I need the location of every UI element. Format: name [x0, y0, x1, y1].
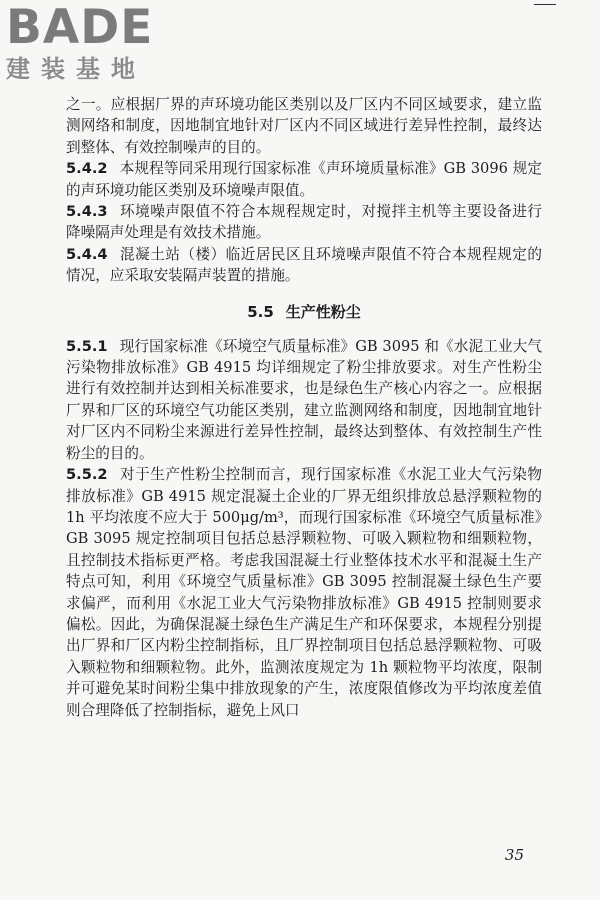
clause-text: 本规程等同采用现行国家标准《声环境质量标准》GB 3096 规定的声环境功能区类别及环境噪声限值。: [66, 160, 542, 199]
clause-5-4-2: [66, 158, 542, 201]
clause-5-4-3: [66, 201, 542, 244]
clause-number: 5.4.3: [66, 203, 108, 221]
section-title-text: 生产性粉尘: [285, 302, 361, 321]
logo-wordmark: BADE: [6, 0, 154, 55]
clause-number: 5.4.2: [66, 160, 108, 178]
clause-5-4-4: [66, 244, 542, 287]
clause-text: 对于生产性粉尘控制而言，现行国家标准《水泥工业大气污染物排放标准》GB 4915 规定混凝土企业的厂界无组织排放总悬浮颗粒物的 1h 平均浓度不应大于 500μg/m³，而现行国家标准《环境空气质量标准》GB 3095 规定控制项目包括总悬浮颗粒物、可吸入颗粒物和细颗粒物，且控制技术指标更严格。考虑我国混凝土行业整体技术水平和混凝土生产特点可知，利用《环境空气质量标准》GB 3095 控制混凝土绿色生产要求偏严，而利用《水泥工业大气污染物排放标准》GB 4915 控制则要求偏松。因此，为确保混凝土绿色生产满足生产和环保要求，本规程分别提出厂界和厂区内粉尘控制指标，且厂界控制项目包括总悬浮颗粒物、可吸入颗粒物和细颗粒物。此外，监测浓度规定为 1h 颗粒物平均浓度，限制并可避免某时间粉尘集中排放现象的产生，浓度限值修改为平均浓度差值则合理降低了控制指标，避免上风口: [66, 466, 542, 719]
page-number: 35: [504, 846, 524, 864]
clause-number: 5.4.4: [66, 245, 108, 263]
clause-text: 混凝土站（楼）临近居民区且环境噪声限值不符合本规程规定的情况，应采取安装隔声装置的措施。: [66, 245, 542, 285]
clause-text: 环境噪声限值不符合本规程规定时，对搅拌主机等主要设备进行降噪隔声处理是有效技术措施。: [66, 203, 542, 242]
section-heading: [66, 300, 542, 324]
logo-subtitle: 建装基地: [6, 55, 146, 83]
header-rule: [534, 4, 556, 5]
clause-5-5-2: [66, 464, 542, 721]
clause-5-5-1: [66, 336, 542, 464]
paragraph-text: 之一。应根据厂界的声环境功能区类别以及厂区内不同区域要求，建立监测网络和制度，因地制宜地针对厂区内不同区域进行差异性控制，最终达到整体、有效控制噪声的目的。: [66, 96, 542, 156]
page-body: [66, 94, 542, 721]
paragraph-continued: [66, 94, 542, 158]
section-number: 5.5: [247, 302, 274, 321]
clause-text: 现行国家标准《环境空气质量标准》GB 3095 和《水泥工业大气污染物排放标准》GB 4915 均详细规定了粉尘排放要求。对生产性粉尘进行有效控制并达到相关标准要求，也是绿色生产核心内容之一。应根据厂界和厂区的环境空气功能区类别，建立监测网络和制度，因地制宜地针对厂区内不同粉尘来源进行差异性控制，最终达到整体、有效控制生产性粉尘的目的。: [66, 337, 542, 462]
clause-number: 5.5.2: [66, 466, 108, 484]
clause-number: 5.5.1: [66, 337, 108, 355]
bade-logo: [6, 0, 176, 83]
